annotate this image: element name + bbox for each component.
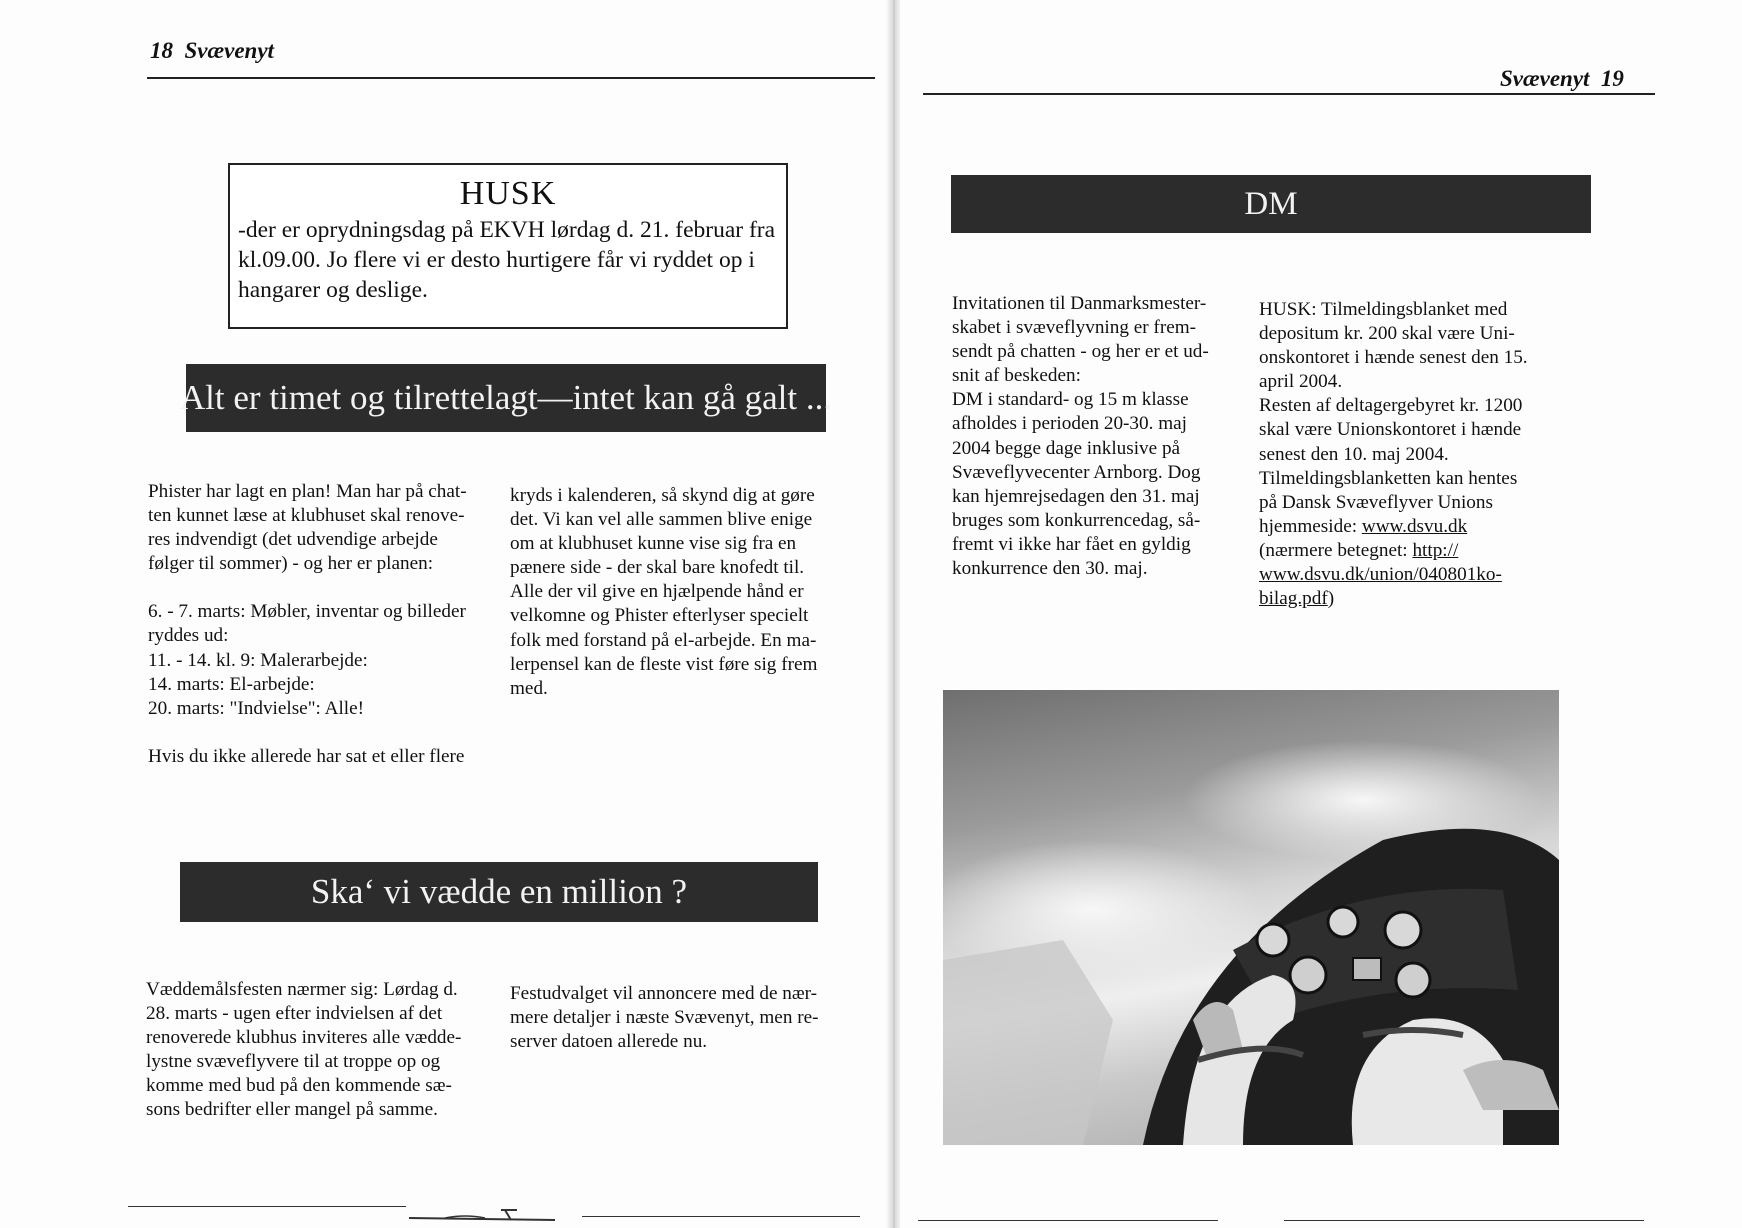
- text-line: Alle der vil give en hjælpende hånd er: [510, 581, 804, 603]
- homepage-link[interactable]: www.dsvu.dk: [1361, 515, 1468, 537]
- text-line: lerpensel kan de fleste vist føre sig frem: [510, 653, 818, 675]
- text-line: konkurrence den 30. maj.: [952, 558, 1148, 580]
- text-line: [1259, 587, 1559, 611]
- glider-logo-icon: [405, 1196, 581, 1228]
- article1-column-1: [148, 480, 500, 769]
- document-link[interactable]: http://: [1412, 539, 1459, 561]
- footer-rule: [582, 1216, 860, 1217]
- text-line: 2004 begge dage inklusive på: [952, 437, 1181, 459]
- text-line: [1259, 539, 1559, 563]
- text-line: Væddemålsfesten nærmer sig: Lørdag d.: [146, 979, 458, 1000]
- text-line: følger til sommer) - og her er planen:: [148, 553, 434, 575]
- text-span: ): [1327, 588, 1335, 610]
- text-line: Hvis du ikke allerede har sat et eller flere: [148, 745, 465, 767]
- text-line: server datoen allerede nu.: [510, 1031, 708, 1053]
- text-line: Svæveflyvecenter Arnborg. Dog: [952, 461, 1201, 483]
- text-line: det. Vi kan vel alle sammen blive enige: [510, 509, 813, 531]
- headline: Alt er timet og tilrettelagt—intet kan gå galt ...: [179, 378, 833, 417]
- page-number: 19: [1600, 66, 1624, 91]
- document-link[interactable]: www.dsvu.dk/union/040801ko-: [1259, 564, 1502, 586]
- schedule-line: 6. - 7. marts: Møbler, inventar og billeder: [148, 601, 466, 623]
- text-line: fremt vi ikke har fået en gyldig: [952, 533, 1191, 555]
- headline-banner: [179, 364, 833, 432]
- text-line: lystne svæveflyvere til at troppe op og: [146, 1051, 441, 1073]
- text-line: Festudvalget vil annoncere med de nær-: [510, 983, 818, 1004]
- document-link[interactable]: bilag.pdf: [1259, 588, 1328, 610]
- text-span: hjemmeside:: [1259, 515, 1362, 537]
- schedule-line: 14. marts: El-arbejde:: [148, 673, 315, 695]
- text-line: folk med forstand på el-arbejde. En ma-: [510, 629, 817, 651]
- text-line: HUSK: Tilmeldingsblanket med: [1259, 299, 1508, 320]
- husk-title: HUSK: [459, 175, 557, 212]
- text-line: Tilmeldingsblanketten kan hentes: [1259, 467, 1518, 489]
- text-line: [1259, 515, 1559, 539]
- running-head-left: [150, 38, 274, 64]
- text-line: Resten af deltagergebyret kr. 1200: [1259, 395, 1523, 417]
- text-line: med.: [510, 677, 548, 699]
- schedule-line: ryddes ud:: [148, 625, 229, 647]
- text-line: senest den 10. maj 2004.: [1259, 443, 1449, 465]
- text-span: (nærmere betegnet:: [1259, 539, 1413, 561]
- article2-column-2: [510, 982, 870, 1054]
- dm-column-1: [952, 292, 1242, 581]
- schedule-line: 11. - 14. kl. 9: Malerarbejde:: [148, 649, 368, 671]
- text-line: mere detaljer i næste Svævenyt, men re-: [510, 1007, 819, 1029]
- headline-banner: [951, 175, 1591, 233]
- text-line: sons bedrifter eller mangel på samme.: [146, 1099, 438, 1121]
- text-line: sendt på chatten - og her er et ud-: [952, 341, 1209, 363]
- headline: DM: [1244, 185, 1298, 222]
- footer-rule: [128, 1206, 406, 1207]
- text-line: kryds i kalenderen, så skynd dig at gøre: [510, 485, 815, 506]
- glider-cockpit-photo: [943, 690, 1559, 1145]
- text-line: DM i standard- og 15 m klasse: [952, 389, 1189, 411]
- text-line: renoverede klubhus inviteres alle vædde-: [146, 1027, 462, 1049]
- text-line: afholdes i perioden 20-30. maj: [952, 413, 1187, 435]
- text-line: onskontoret i hænde senest den 15.: [1259, 347, 1528, 369]
- text-line: [1259, 563, 1559, 587]
- cockpit-illustration: [943, 690, 1559, 1145]
- header-rule: [923, 93, 1655, 95]
- text-line: depositum kr. 200 skal være Uni-: [1259, 323, 1515, 345]
- text-line: kan hjemrejsedagen den 31. maj: [952, 485, 1200, 507]
- footer-rule: [918, 1220, 1218, 1221]
- article2-column-1: [146, 978, 498, 1123]
- text-line: april 2004.: [1259, 371, 1343, 393]
- publication-name: Svævenyt: [1500, 66, 1590, 91]
- text-line: bruges som konkurrencedag, så-: [952, 509, 1201, 531]
- page-number: 18: [150, 38, 173, 63]
- headline: Ska‘ vi vædde en million ?: [310, 872, 688, 911]
- husk-notice-box: [228, 163, 788, 329]
- running-head-right: [1500, 66, 1624, 92]
- text-line: snit af beskeden:: [952, 365, 1081, 387]
- text-line: res indvendigt (det udvendige arbejde: [148, 529, 438, 551]
- header-rule: [147, 77, 875, 79]
- text-line: Phister har lagt en plan! Man har på chat-: [148, 481, 467, 502]
- headline-banner: [180, 862, 818, 922]
- footer-rule: [1284, 1220, 1644, 1221]
- text-line: velkomne og Phister efterlyser specielt: [510, 605, 809, 627]
- husk-text: -der er oprydningsdag på EKVH lørdag d. 21. februar fra kl.09.00. Jo flere vi er desto hurtigere får vi ryddet op i hangarer og deslige.: [238, 217, 776, 303]
- text-line: Invitationen til Danmarksmester-: [952, 293, 1207, 314]
- article1-column-2: [510, 484, 870, 701]
- text-line: 28. marts - ugen efter indvielsen af det: [146, 1003, 443, 1025]
- text-line: på Dansk Svæveflyver Unions: [1259, 491, 1493, 513]
- schedule-line: 20. marts: "Indvielse": Alle!: [148, 697, 365, 719]
- text-line: om at klubhuset kunne vise sig fra en: [510, 533, 797, 555]
- text-line: komme med bud på den kommende sæ-: [146, 1075, 452, 1097]
- text-line: ten kunnet læse at klubhuset skal renove-: [148, 505, 465, 527]
- publication-name: Svævenyt: [184, 38, 274, 63]
- text-line: skabet i svæveflyvning er frem-: [952, 317, 1197, 339]
- text-line: skal være Unionskontoret i hænde: [1259, 419, 1522, 441]
- right-page: [900, 0, 1742, 1228]
- dm-column-2: [1259, 298, 1559, 611]
- text-line: pænere side - der skal bare knofedt til.: [510, 557, 805, 579]
